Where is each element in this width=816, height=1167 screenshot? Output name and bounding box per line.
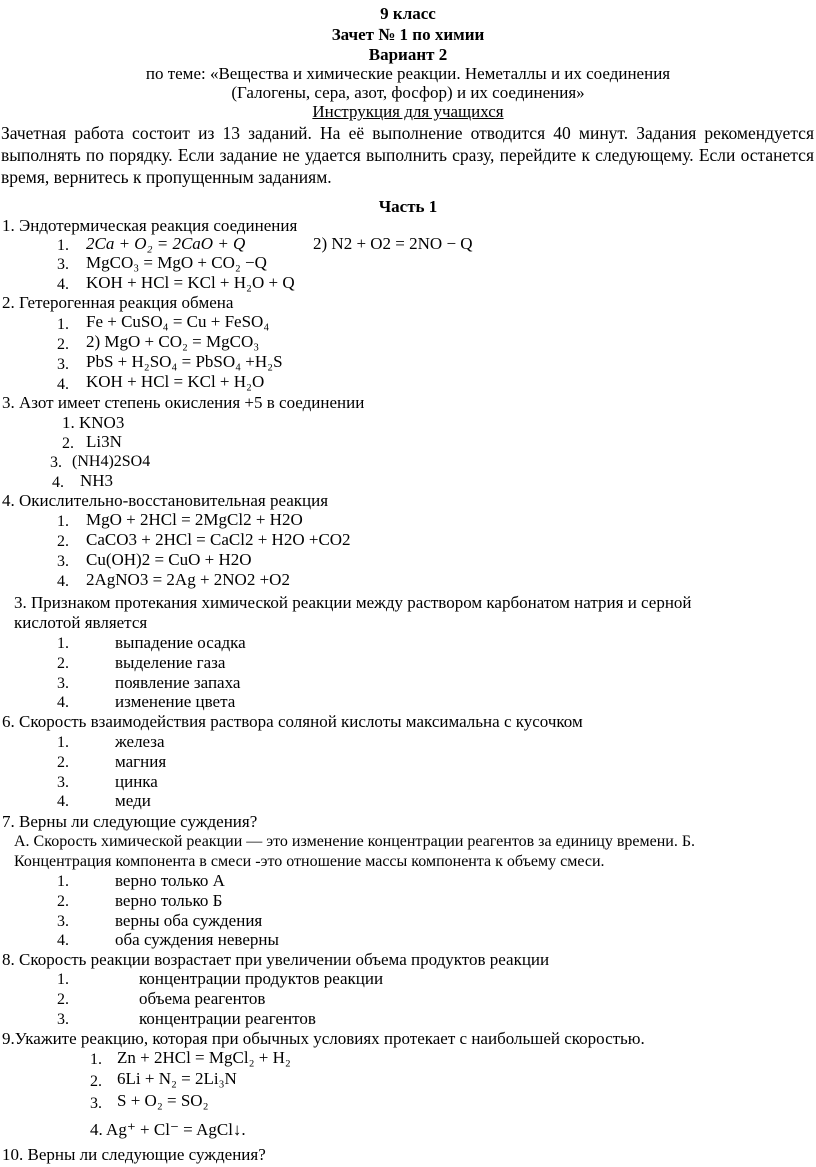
q4-option-3: Cu(OH)2 = CuO + H2O: [86, 550, 252, 569]
question-9: 9.Укажите реакцию, которая при обычных условиях протекает с наибольшей скоростью.: [2, 1029, 645, 1048]
q2-option-3: PbS + H₂SO₄ = PbSO₄ +H₂S: [86, 352, 283, 371]
q4-option-2: CaCO3 + 2HCl = CaCl2 + H2O +CO2: [86, 530, 351, 549]
q1-option-3: MgCO₃ = MgO + CO₂ −Q: [86, 253, 267, 272]
q7-option-1: верно только А: [115, 871, 225, 890]
option-number: 2.: [57, 754, 69, 771]
question-5-line-2: кислотой является: [14, 613, 148, 632]
q4-option-4: 2AgNO3 = 2Ag + 2NO2 +O2: [86, 570, 290, 589]
option-number: 1.: [57, 237, 69, 254]
question-3: 3. Азот имеет степень окисления +5 в соединении: [2, 393, 365, 412]
option-number: 4.: [57, 694, 69, 711]
question-7: 7. Верны ли следующие суждения?: [2, 812, 258, 831]
q8-option-3: концентрации реагентов: [139, 1009, 316, 1028]
q9-option-4: 4. Ag⁺ + Cl⁻ = AgCl↓.: [90, 1120, 246, 1139]
question-10: 10. Верны ли следующие суждения?: [2, 1145, 266, 1164]
option-number: 1.: [57, 316, 69, 333]
q5-option-2: выделение газа: [115, 653, 226, 672]
option-number: 1.: [57, 873, 69, 890]
q6-option-4: меди: [115, 791, 151, 810]
q4-option-1: MgO + 2HCl = 2MgCl2 + H2O: [86, 510, 303, 529]
q6-option-1: железа: [115, 732, 165, 751]
option-number: 4.: [52, 474, 64, 491]
question-8: 8. Скорость реакции возрастает при увеличении объема продуктов реакции: [2, 950, 550, 969]
intro-paragraph: Зачетная работа состоит из 13 заданий. На её выполнение отводится 40 минут. Задания рекомендуется выполнять по порядку. Если задание не удается выполнить сразу, перейдите к следующему. Если останется время, вернитесь к пропущенным заданиям.: [1, 123, 814, 187]
question-6: 6. Скорость взаимодействия раствора соляной кислоты максимальна с кусочком: [2, 712, 583, 731]
q3-option-1: 1. KNO3: [62, 413, 125, 432]
option-number: 2.: [57, 655, 69, 672]
option-number: 1.: [57, 734, 69, 751]
q3-option-4: NH3: [80, 471, 114, 490]
instruction-title: Инструкция для учащихся: [312, 102, 504, 121]
question-2: 2. Гетерогенная реакция обмена: [2, 293, 234, 312]
question-1: 1. Эндотермическая реакция соединения: [2, 216, 298, 235]
topic-line-2: (Галогены, сера, азот, фосфор) и их соединения»: [231, 83, 585, 102]
option-number: 2.: [57, 533, 69, 550]
topic-line-1: по теме: «Вещества и химические реакции. Неметаллы и их соединения: [145, 64, 671, 83]
option-number: 4.: [57, 932, 69, 949]
q1-option-2: 2) N2 + O2 = 2NO − Q: [313, 234, 473, 253]
q9-option-1: Zn + 2HCl = MgCl₂ + H₂: [117, 1048, 291, 1067]
q2-option-2: 2) MgO + CO₂ = MgCO₃: [86, 332, 260, 351]
q6-option-3: цинка: [115, 772, 158, 791]
question-5: 3. Признаком протекания химической реакции между раствором карбонатом натрия и серной: [14, 593, 692, 612]
question-4: 4. Окислительно-восстановительная реакция: [2, 491, 329, 510]
option-number: 1.: [57, 513, 69, 530]
q3-option-3: (NH4)2SO4: [72, 453, 151, 470]
q2-option-4: KOH + HCl = KCl + H₂O: [86, 372, 265, 391]
option-number: 4.: [57, 276, 69, 293]
q8-option-2: объема реагентов: [139, 989, 266, 1008]
q9-option-2: 6Li + N₂ = 2Li₃N: [117, 1069, 237, 1088]
q5-option-1: выпадение осадка: [115, 633, 246, 652]
q8-option-1: концентрации продуктов реакции: [139, 969, 384, 988]
option-number: 2.: [57, 336, 69, 353]
q7-statement-line-1: А. Скорость химической реакции — это изменение концентрации реагентов за единицу времени. Б.: [14, 833, 696, 850]
option-number: 4.: [57, 376, 69, 393]
option-number: 3.: [57, 553, 69, 570]
q2-option-1: Fe + CuSO₄ = Cu + FeSO₄: [86, 312, 270, 331]
option-number: 2.: [57, 893, 69, 910]
option-number: 3.: [57, 675, 69, 692]
option-number: 2.: [57, 991, 69, 1008]
test-title: Зачет № 1 по химии: [331, 25, 485, 44]
option-number: 2.: [90, 1073, 102, 1090]
option-number: 3.: [57, 356, 69, 373]
variant: Вариант 2: [368, 45, 448, 64]
q9-option-3: S + O₂ = SO₂: [117, 1091, 209, 1110]
option-number: 3.: [50, 454, 62, 471]
grade: 9 класс: [380, 4, 436, 23]
option-number: 1.: [90, 1051, 102, 1068]
q3-option-2: Li3N: [86, 432, 122, 451]
option-number: 3.: [57, 1011, 69, 1028]
q6-option-2: магния: [115, 752, 167, 771]
part-title: Часть 1: [378, 197, 438, 216]
q7-option-3: верны оба суждения: [115, 911, 263, 930]
q1-option-1: 2Ca + O₂ = 2CaO + Q: [86, 234, 246, 253]
option-number: 2.: [62, 435, 74, 452]
q7-option-2: верно только Б: [115, 891, 223, 910]
option-number: 3.: [90, 1095, 102, 1112]
q1-option-4: KOH + HCl = KCl + H₂O + Q: [86, 273, 295, 292]
q7-statement-line-2: Концентрация компонента в смеси -это отношение массы компонента к объему смеси.: [14, 853, 605, 870]
option-number: 3.: [57, 256, 69, 273]
option-number: 4.: [57, 793, 69, 810]
option-number: 3.: [57, 774, 69, 791]
option-number: 4.: [57, 573, 69, 590]
option-number: 1.: [57, 971, 69, 988]
q7-option-4: оба суждения неверны: [115, 930, 279, 949]
option-number: 3.: [57, 913, 69, 930]
q5-option-3: появление запаха: [115, 673, 241, 692]
q5-option-4: изменение цвета: [115, 692, 236, 711]
option-number: 1.: [57, 635, 69, 652]
